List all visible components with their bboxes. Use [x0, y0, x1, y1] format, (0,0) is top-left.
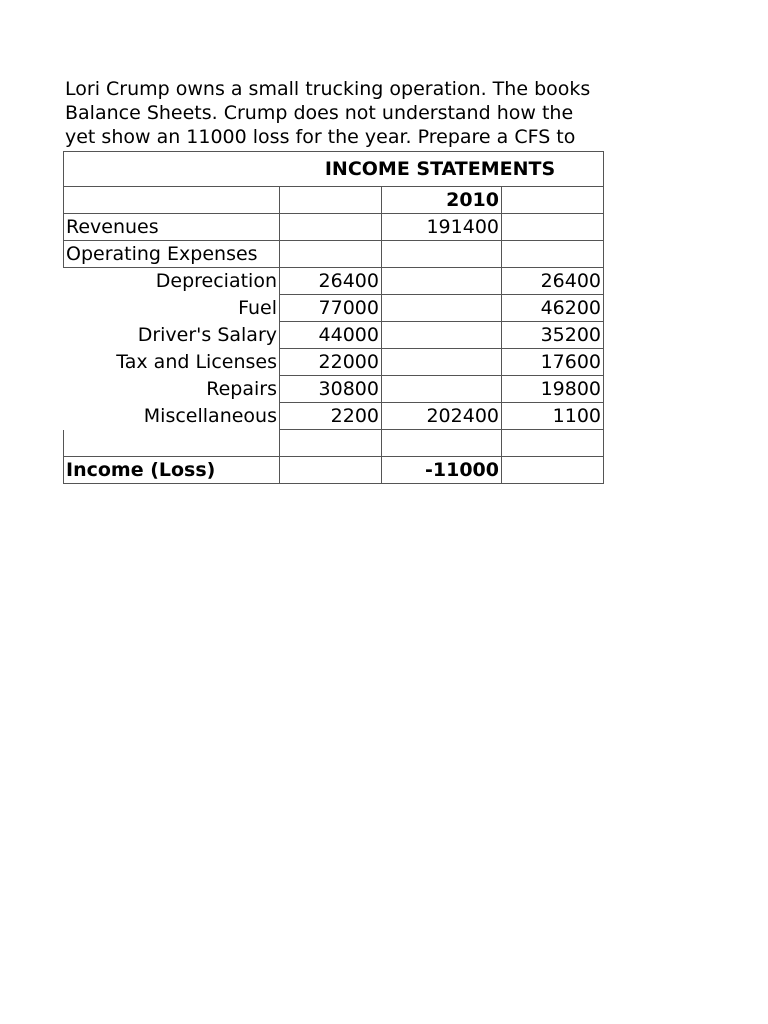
expense-value[interactable]: 2200: [280, 403, 382, 430]
intro-line-2: Balance Sheets. Crump does not understand how the: [65, 102, 574, 124]
income-statement-table: [63, 151, 604, 484]
expense-prior-value[interactable]: 46200: [502, 295, 604, 322]
year-row: [64, 187, 605, 214]
opex-label[interactable]: Operating Expenses: [64, 241, 280, 268]
income-label[interactable]: Income (Loss): [64, 457, 280, 484]
table-row: [64, 295, 605, 322]
expense-prior-value[interactable]: 1100: [502, 403, 604, 430]
expense-label[interactable]: Tax and Licenses: [64, 349, 280, 376]
intro-line-1: Lori Crump owns a small trucking operation. The books: [65, 78, 591, 100]
expense-label[interactable]: Driver's Salary: [64, 322, 280, 349]
expense-value[interactable]: 77000: [280, 295, 382, 322]
income-value[interactable]: -11000: [382, 457, 502, 484]
cell[interactable]: [280, 187, 382, 214]
cell[interactable]: [382, 268, 502, 295]
table-row: [64, 403, 605, 430]
expense-prior-value[interactable]: 17600: [502, 349, 604, 376]
intro-paragraph: [65, 77, 605, 149]
blank-row: [64, 430, 605, 457]
expense-value[interactable]: 44000: [280, 322, 382, 349]
expense-value[interactable]: 26400: [280, 268, 382, 295]
cell[interactable]: [502, 187, 604, 214]
cell[interactable]: [382, 241, 502, 268]
revenues-label[interactable]: Revenues: [64, 214, 280, 241]
cell[interactable]: [280, 241, 382, 268]
expense-prior-value[interactable]: 19800: [502, 376, 604, 403]
revenues-value[interactable]: 191400: [382, 214, 502, 241]
opex-row: [64, 241, 605, 268]
expense-prior-value[interactable]: 26400: [502, 268, 604, 295]
table-row: [64, 322, 605, 349]
cell[interactable]: [502, 457, 604, 484]
income-statement-table-region: [63, 151, 604, 491]
table-row: [64, 349, 605, 376]
income-row: [64, 457, 605, 484]
cell[interactable]: [64, 187, 280, 214]
expense-label[interactable]: Repairs: [64, 376, 280, 403]
table-title[interactable]: INCOME STATEMENTS: [64, 152, 604, 187]
cell[interactable]: [382, 430, 502, 457]
cell[interactable]: [502, 430, 604, 457]
expense-value[interactable]: 22000: [280, 349, 382, 376]
year-header[interactable]: 2010: [382, 187, 502, 214]
expense-label[interactable]: Depreciation: [64, 268, 280, 295]
cell[interactable]: [502, 214, 604, 241]
title-row: [64, 152, 605, 187]
cell[interactable]: [280, 430, 382, 457]
expense-prior-value[interactable]: 35200: [502, 322, 604, 349]
cell[interactable]: [280, 457, 382, 484]
intro-line-3: yet show an 11000 loss for the year. Prepare a CFS to: [65, 126, 576, 148]
total-expenses-value[interactable]: 202400: [382, 403, 502, 430]
cell[interactable]: [382, 322, 502, 349]
expense-label[interactable]: Fuel: [64, 295, 280, 322]
cell[interactable]: [382, 376, 502, 403]
cell[interactable]: [502, 241, 604, 268]
cell[interactable]: [280, 214, 382, 241]
cell[interactable]: [382, 295, 502, 322]
cell[interactable]: [64, 430, 280, 457]
table-row: [64, 376, 605, 403]
expense-value[interactable]: 30800: [280, 376, 382, 403]
expense-label[interactable]: Miscellaneous: [64, 403, 280, 430]
cell[interactable]: [382, 349, 502, 376]
table-row: [64, 268, 605, 295]
revenues-row: [64, 214, 605, 241]
